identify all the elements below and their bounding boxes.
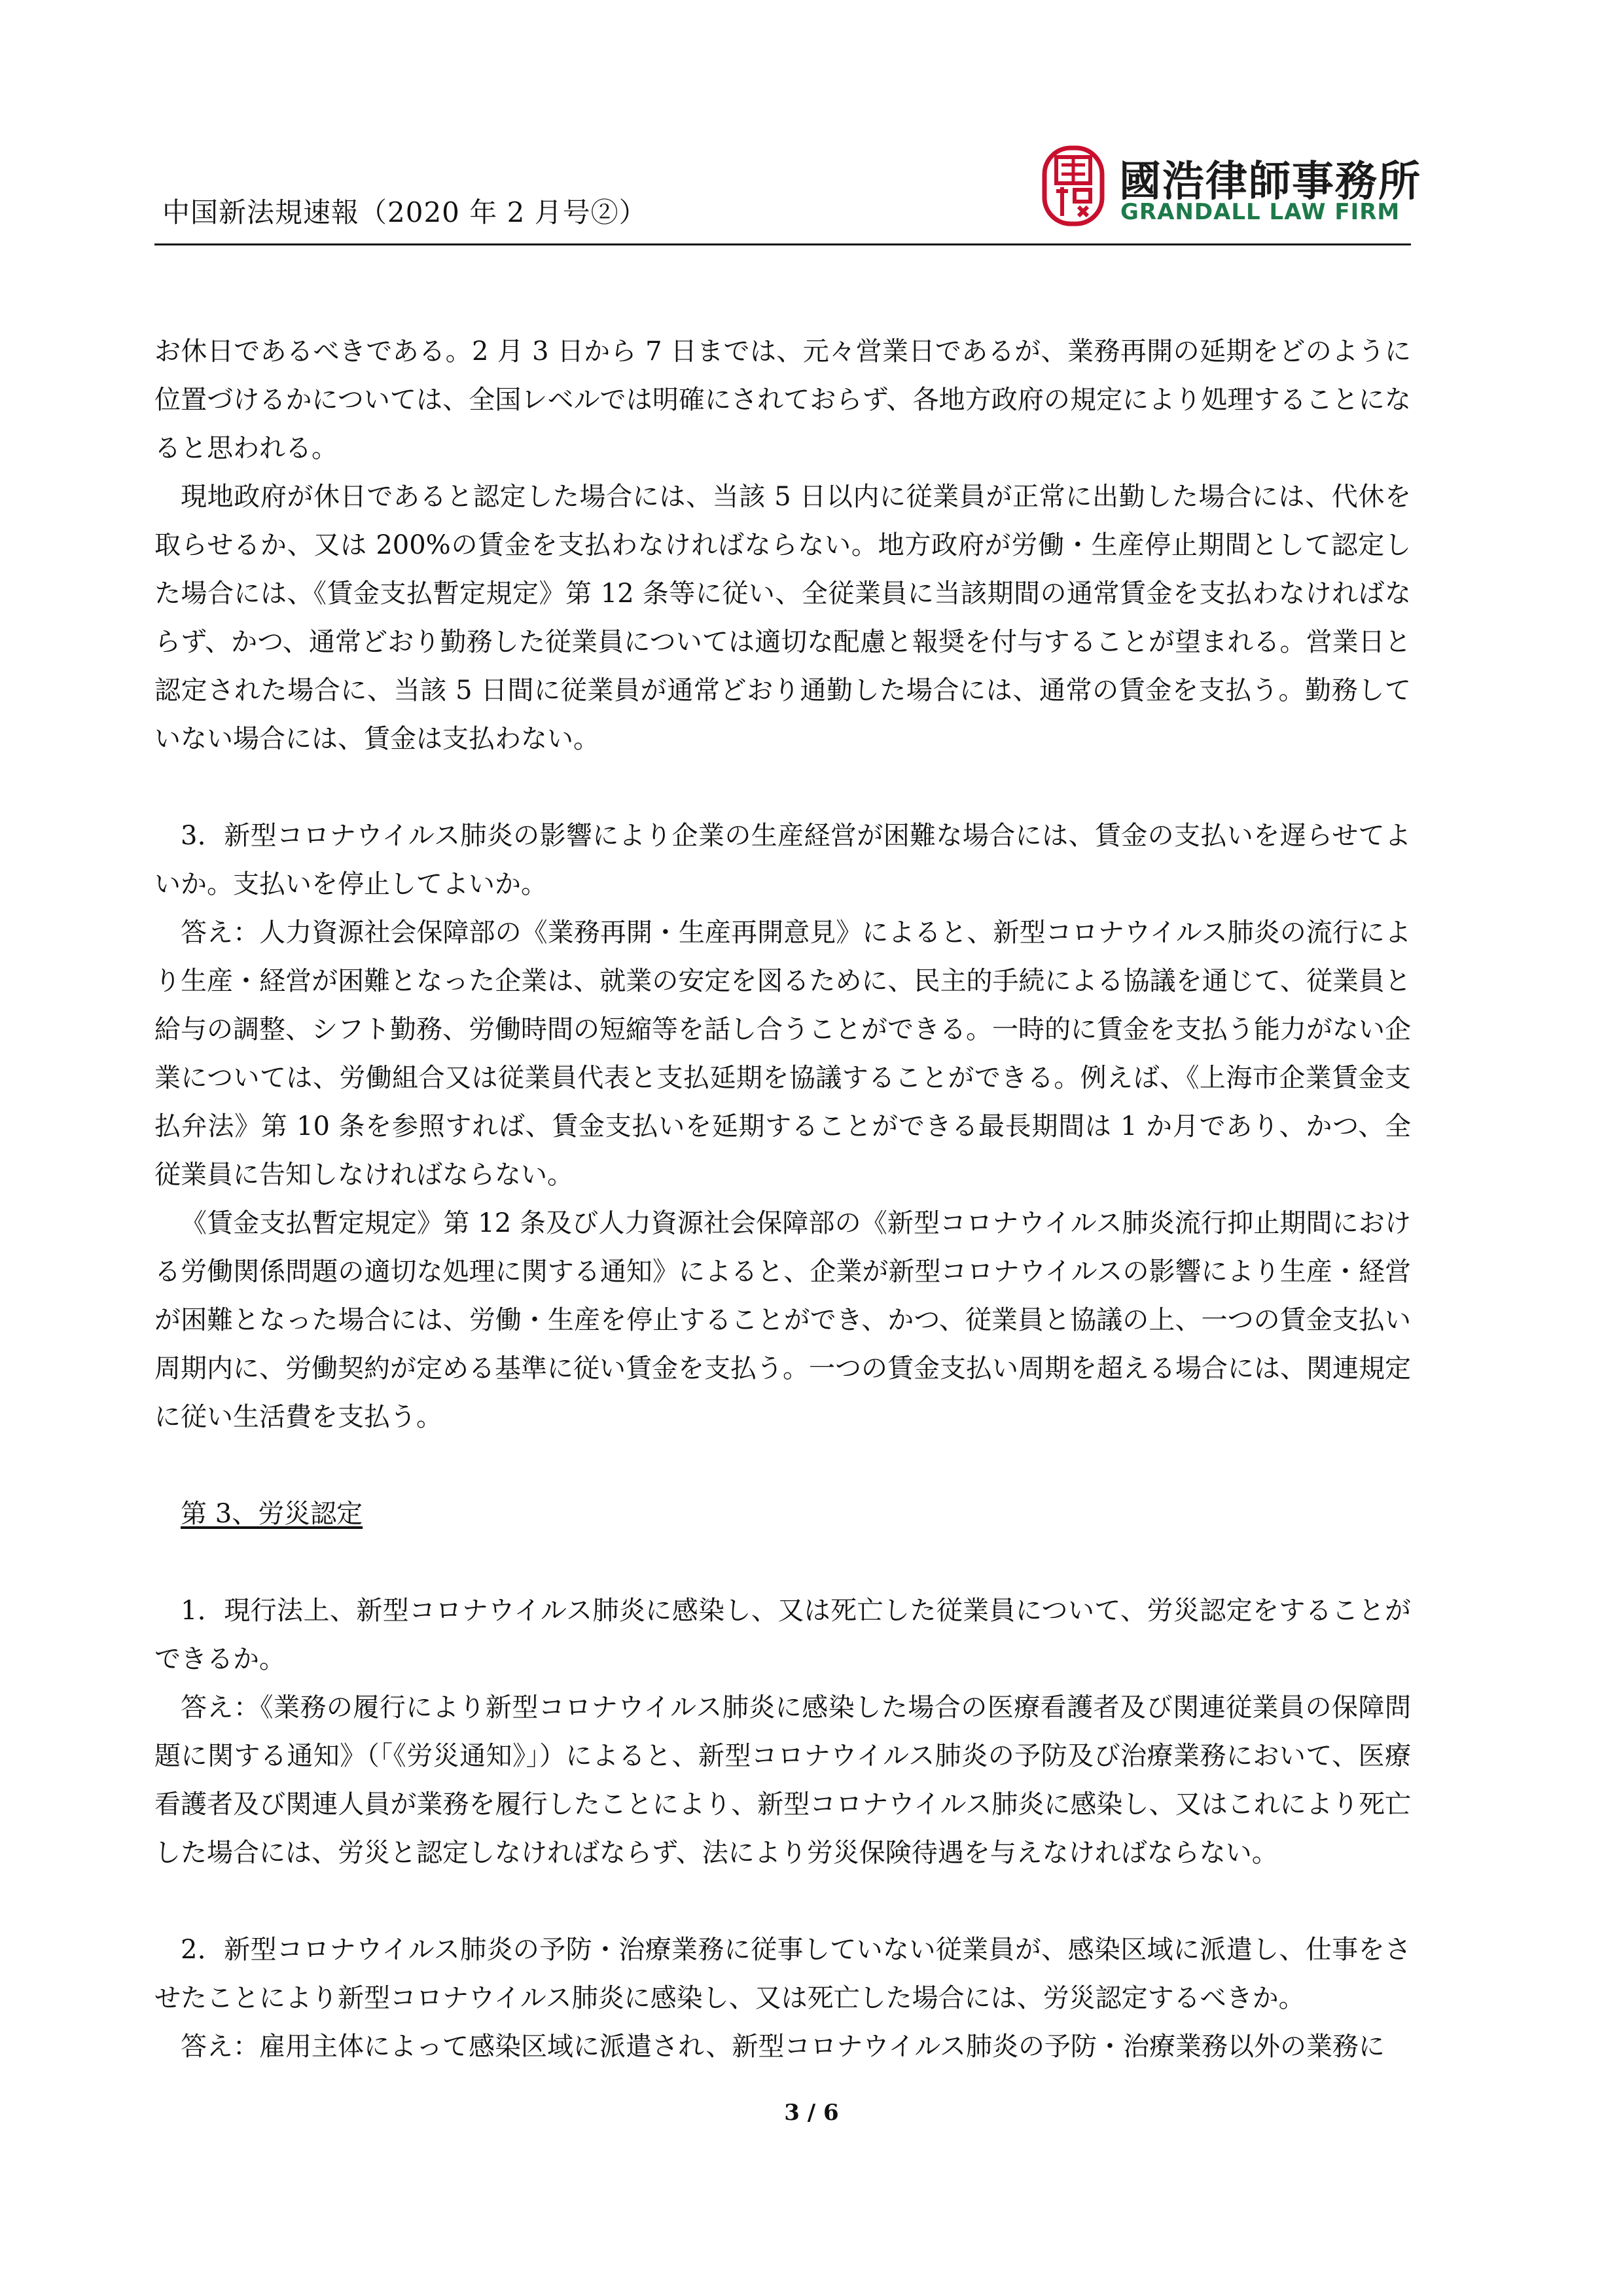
document-header-title: 中国新法規速報（2020 年 2 月号②） <box>162 196 647 228</box>
spacer <box>154 1538 1411 1587</box>
question-paragraph: 2．新型コロナウイルス肺炎の予防・治療業務に従事していない従業員が、感染区域に派遣し、仕事をさせたことにより新型コロナウイルス肺炎に感染し、又は死亡した場合には、労災認定するべきか。 <box>154 1935 1411 2013</box>
firm-name-english: GRANDALL LAW FIRM <box>1120 199 1400 225</box>
spacer <box>154 763 1411 812</box>
page-number: 3 / 6 <box>784 2100 839 2126</box>
answer-paragraph: 答え：雇用主体によって感染区域に派遣され、新型コロナウイルス肺炎の予防・治療業務以外の業務に <box>181 2032 1385 2062</box>
question-paragraph: 1．現行法上、新型コロナウイルス肺炎に感染し、又は死亡した従業員について、労災認定をすることができるか。 <box>154 1596 1411 1674</box>
paragraph: 現地政府が休日であると認定した場合には、当該 5 日以内に従業員が正常に出勤した場合には、代休を取らせるか、又は 200%の賃金を支払わなければならない。地方政府が労働・生産停止期間として認定した場合には、《賃金支払暫定規定》第 12 条等に従い、全従業員に当該期間の通常賃金を支払わなければならず、かつ、通常どおり勤務した従業員については適切な配慮と報奨を付与することが望まれる。営業日と認定された場合に、当該 5 日間に従業員が通常どおり通勤した場合には、通常の賃金を支払う。勤務していない場合には、賃金は支払わない。 <box>154 482 1411 754</box>
answer-paragraph: 答え：《業務の履行により新型コロナウイルス肺炎に感染した場合の医療看護者及び関連従業員の保障問題に関する通知》（「《労災通知》」）によると、新型コロナウイルス肺炎の予防及び治療業務において、医療看護者及び関連人員が業務を履行したことにより、新型コロナウイルス肺炎に感染し、又はこれにより死亡した場合には、労災と認定しなければならず、法により労災保険待遇を与えなければならない。 <box>154 1693 1411 1868</box>
paragraph: お休日であるべきである。2 月 3 日から 7 日までは、元々営業日であるが、業務再開の延期をどのように位置づけるかについては、全国レベルでは明確にされておらず、各地方政府の規定により処理することになると思われる。 <box>154 336 1411 463</box>
firm-logo <box>1042 145 1421 229</box>
document-body <box>154 327 1411 2071</box>
spacer <box>154 1441 1411 1490</box>
section-heading <box>154 1490 1411 1538</box>
spacer <box>154 1877 1411 1926</box>
firm-name-chinese: 國浩律師事務所 <box>1119 158 1421 206</box>
question-paragraph: 3．新型コロナウイルス肺炎の影響により企業の生産経営が困難な場合には、賃金の支払いを遅らせてよいか。支払いを停止してよいか。 <box>154 821 1411 899</box>
section-heading-text: 第 3、労災認定 <box>181 1499 363 1529</box>
paragraph: 《賃金支払暫定規定》第 12 条及び人力資源社会保障部の《新型コロナウイルス肺炎流行抑止期間における労働関係問題の適切な処理に関する通知》によると、企業が新型コロナウイルスの影響により生産・経営が困難となった場合には、労働・生産を停止することができ、かつ、従業員と協議の上、一つの賃金支払い周期内に、労働契約が定める基準に従い賃金を支払う。一つの賃金支払い周期を超える場合には、関連規定に従い生活費を支払う。 <box>154 1208 1411 1432</box>
grandall-seal-icon <box>1042 145 1105 226</box>
header-divider <box>154 243 1411 245</box>
answer-paragraph: 答え：人力資源社会保障部の《業務再開・生産再開意見》によると、新型コロナウイルス肺炎の流行により生産・経営が困難となった企業は、就業の安定を図るために、民主的手続による協議を通じて、従業員と給与の調整、シフト勤務、労働時間の短縮等を話し合うことができる。一時的に賃金を支払う能力がない企業については、労働組合又は従業員代表と支払延期を協議することができる。例えば、《上海市企業賃金支払弁法》第 10 条を参照すれば、賃金支払いを延期することができる最長期間は 1 か月であり、かつ、全従業員に告知しなければならない。 <box>154 918 1411 1190</box>
